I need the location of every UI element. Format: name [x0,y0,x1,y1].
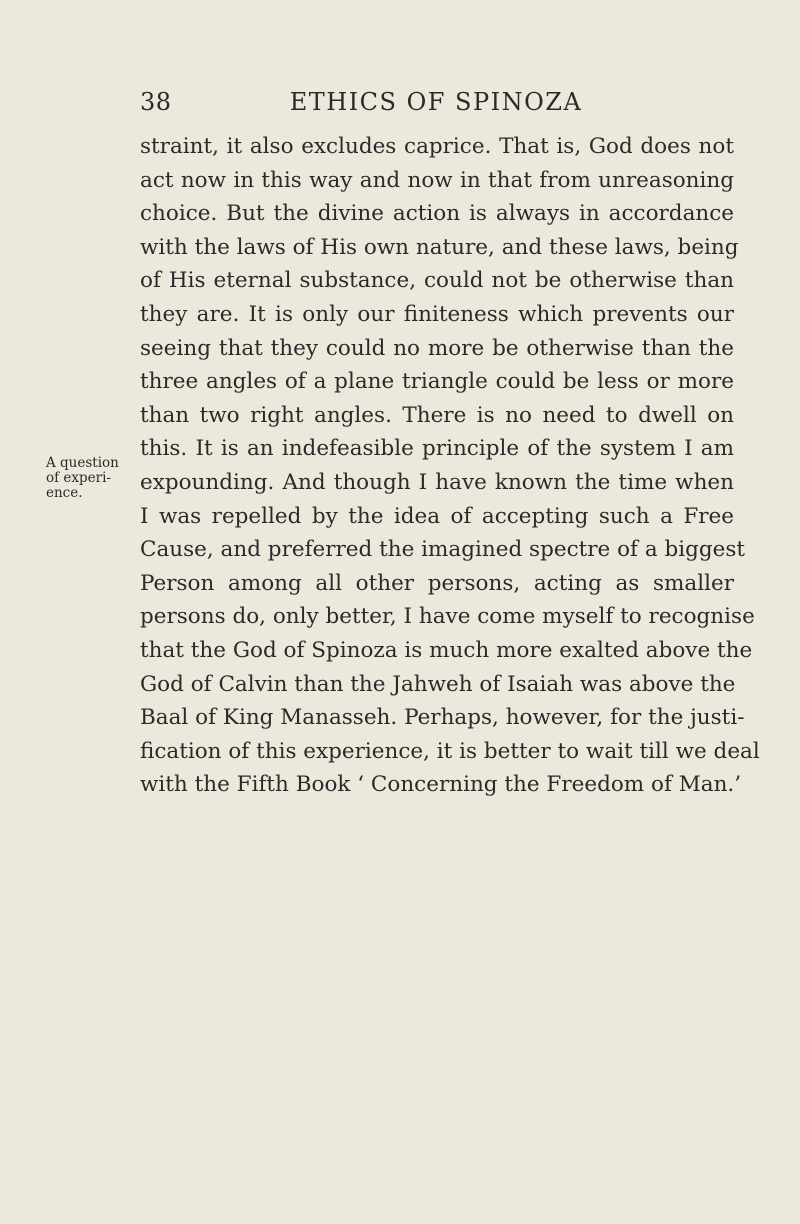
text-line: fication of this experience, it is better to wait till we deal [140,738,760,764]
text-line: expounding. And though I have known the time when [140,469,734,495]
text-line: act now in this way and now in that from unreasoning [140,167,734,193]
page-header [0,84,800,120]
text-line: that the God of Spinoza is much more exalted above the [140,637,753,663]
text-line: straint, it also excludes caprice. That is, God does not [140,134,734,159]
page-number: 38 [140,88,172,116]
margin-note-line: A question [46,455,119,471]
margin-note-line: of experi- [46,470,111,486]
text-line: than two right angles. There is no need to dwell on [140,402,734,428]
margin-note-line: ence. [46,485,83,501]
text-line: with the laws of His own nature, and these laws, being [140,234,739,260]
text-line: I was repelled by the idea of accepting such a Free [140,503,734,529]
text-line: with the Fifth Book ‘ Concerning the Freedom of Man.’ [140,772,742,798]
text-line: Person among all other persons, acting as smaller [140,570,734,596]
body-text [140,130,760,802]
running-head: ETHICS OF SPINOZA [289,88,583,116]
text-line: three angles of a plane triangle could be less or more [140,369,734,395]
text-line: Baal of King Manasseh. Perhaps, however, for the justi- [140,705,745,731]
text-line: Cause, and preferred the imagined spectre of a biggest [140,537,746,563]
text-line: seeing that they could no more be otherwise than the [140,335,734,361]
text-line: this. It is an indefeasible principle of the system I am [140,436,734,462]
text-line: God of Calvin than the Jahweh of Isaiah was above the [140,671,736,697]
text-line: of His eternal substance, could not be otherwise than [140,268,734,294]
text-line: they are. It is only our finiteness which prevents our [140,301,734,327]
text-line: choice. But the divine action is always in accordance [140,201,734,227]
margin-note [46,456,136,501]
text-line: persons do, only better, I have come myself to recognise [140,604,755,630]
